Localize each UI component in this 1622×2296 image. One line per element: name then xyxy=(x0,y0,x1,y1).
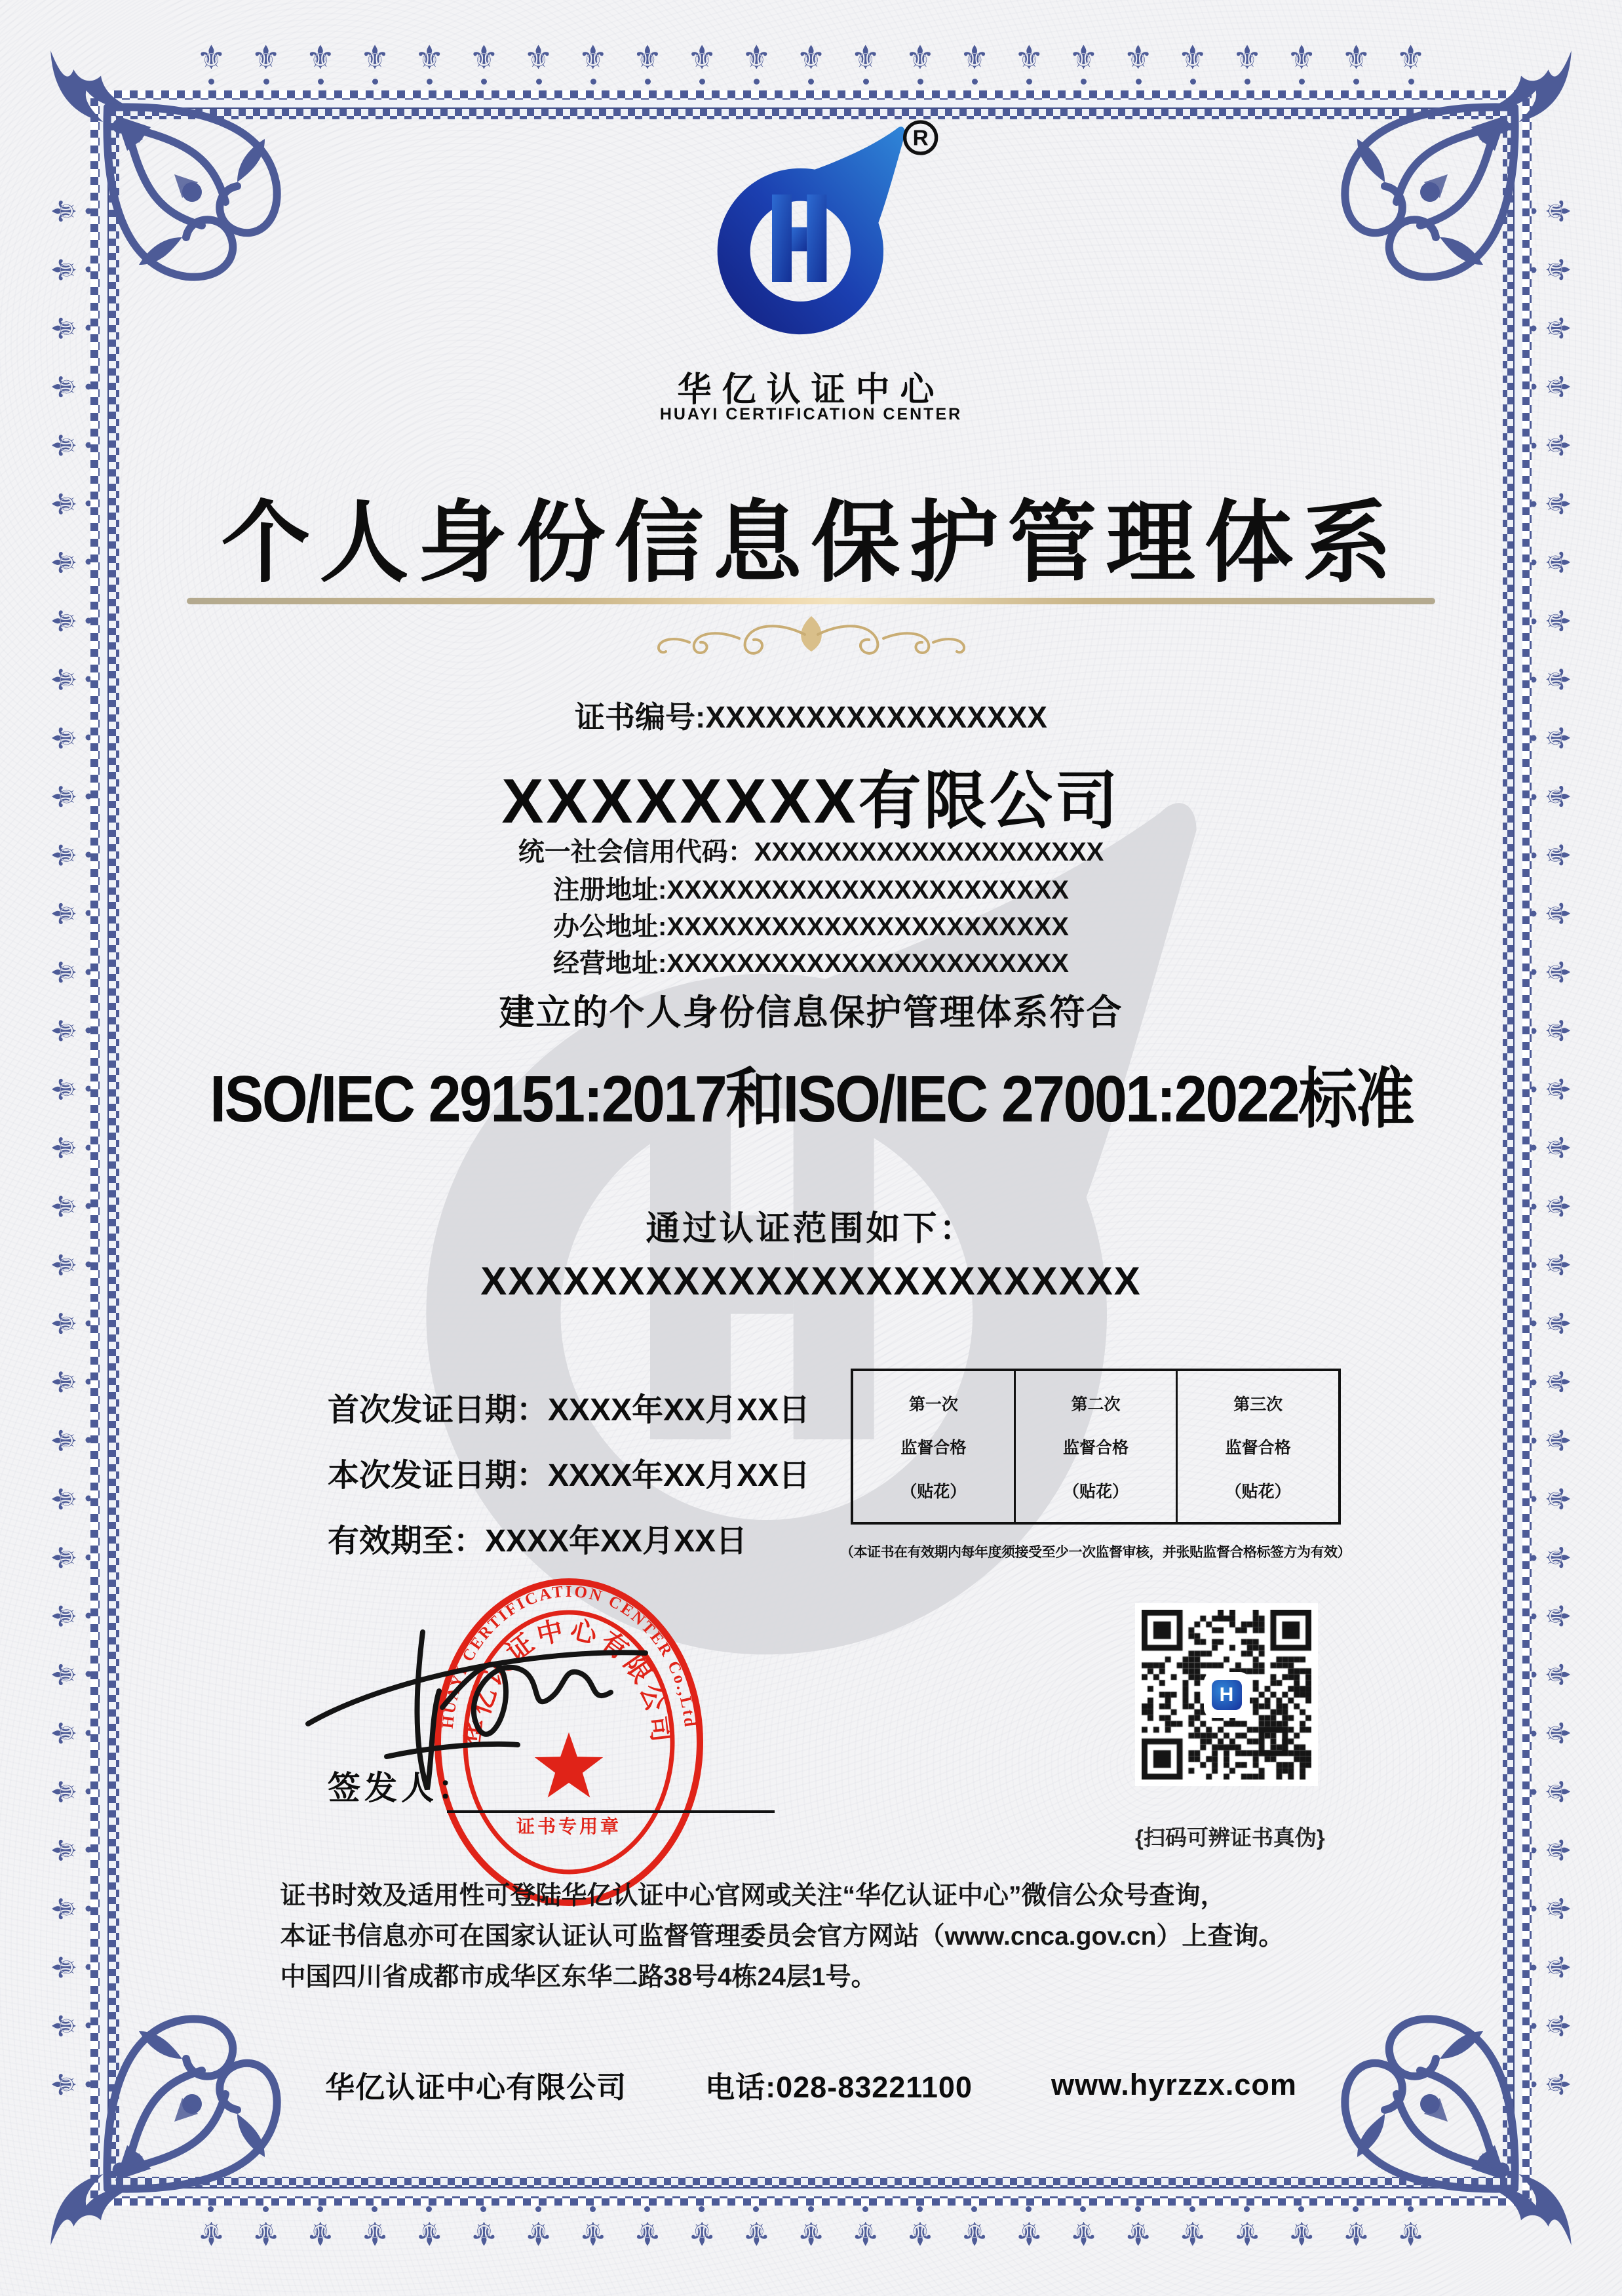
business-address-line xyxy=(553,943,1069,980)
footer-line-2: 本证书信息亦可在国家认证认可监督管理委员会官方网站（www.cnca.gov.cn）上查询。 xyxy=(280,1922,1284,1951)
cert-number-line xyxy=(575,693,1047,737)
first-issue-date-value: XXXX年XX月XX日 xyxy=(548,1393,811,1428)
border-fleur-bottom: ⚜ ⚜ ⚜ ⚜ ⚜ ⚜ ⚜ ⚜ ⚜ ⚜ ⚜ ⚜ ⚜ ⚜ ⚜ ⚜ ⚜ ⚜ ⚜ ⚜ ⚜ ⚜ ⚜ xyxy=(197,2215,1425,2251)
credit-code-label: 统一社会信用代码： xyxy=(518,838,754,866)
cert-number-label: 证书编号: xyxy=(575,700,706,734)
seal-caption: 证书专用章 xyxy=(516,1816,622,1837)
supervision-cell-3: 第三次 监督合格 （贴花） xyxy=(1225,1395,1291,1501)
signature-line xyxy=(447,1810,775,1813)
footer-note xyxy=(280,1876,1342,1998)
company-name: XXXXXXXX有限公司 xyxy=(501,766,1121,836)
registered-address-label: 注册地址: xyxy=(553,876,667,905)
border-fleur-left: ⚜ ⚜ ⚜ ⚜ ⚜ ⚜ ⚜ ⚜ ⚜ ⚜ ⚜ ⚜ ⚜ ⚜ ⚜ ⚜ ⚜ ⚜ ⚜ ⚜ ⚜ ⚜ ⚜ ⚜ ⚜ ⚜ ⚜ ⚜ ⚜ ⚜ ⚜ ⚜ ⚜ xyxy=(46,196,83,2099)
qr-monogram: H xyxy=(1212,1680,1242,1710)
credit-code-value: XXXXXXXXXXXXXXXXXXXX xyxy=(754,838,1104,866)
brand-name-cn: 华亿认证中心 xyxy=(677,371,945,409)
border-fleur-top: ⚜ ⚜ ⚜ ⚜ ⚜ ⚜ ⚜ ⚜ ⚜ ⚜ ⚜ ⚜ ⚜ ⚜ ⚜ ⚜ ⚜ ⚜ ⚜ ⚜ ⚜ ⚜ ⚜ xyxy=(197,39,1425,76)
footer-website: www.hyrzzx.com xyxy=(1051,2067,1297,2101)
valid-until-value: XXXX年XX月XX日 xyxy=(485,1524,748,1559)
valid-until-label: 有效期至： xyxy=(328,1524,486,1559)
seal-inner-text: 华亿认证中心有限公司 xyxy=(461,1615,677,1748)
first-issue-date-row xyxy=(328,1384,810,1430)
issuer-label: 签发人： xyxy=(328,1770,474,1806)
conformity-statement: 建立的个人身份信息保护管理体系符合 xyxy=(499,993,1123,1032)
footer-line-1: 证书时效及适用性可登陆华亿认证中心官网或关注“华亿认证中心”微信公众号查询， xyxy=(280,1882,1226,1910)
registered-mark-icon xyxy=(904,122,936,153)
footer-line-3: 中国四川省成都市成华区东华二路38号4栋24层1号。 xyxy=(280,1963,877,1991)
corner-flourish-icon xyxy=(1326,2000,1522,2196)
office-address-line xyxy=(553,906,1069,943)
credit-code-line xyxy=(518,831,1104,868)
current-issue-date-value: XXXX年XX月XX日 xyxy=(548,1458,811,1493)
standard-line: ISO/IEC 29151:2017和ISO/IEC 27001:2022标准 xyxy=(209,1062,1413,1136)
footer-company: 华亿认证中心有限公司 xyxy=(325,2071,627,2104)
supervision-cell-2: 第二次 监督合格 （贴花） xyxy=(1016,1371,1178,1522)
corner-flourish-icon xyxy=(1326,100,1522,296)
office-address-value: XXXXXXXXXXXXXXXXXXXXXXX xyxy=(666,912,1069,941)
valid-until-row xyxy=(328,1515,747,1561)
seal-outer-text: HUAYI CERTIFICATION CENTER Co.,Ltd xyxy=(438,1582,699,1730)
corner-flourish-icon xyxy=(100,100,296,296)
brand-name-en: HUAYI CERTIFICATION CENTER xyxy=(659,405,963,423)
current-issue-date-label: 本次发证日期： xyxy=(328,1458,549,1493)
business-address-label: 经营地址: xyxy=(553,949,667,978)
qr-code xyxy=(1135,1603,1318,1786)
svg-text:R: R xyxy=(912,126,929,151)
divider-flourish-icon xyxy=(608,608,1014,674)
first-issue-date-label: 首次发证日期： xyxy=(328,1393,549,1428)
border-fleur-right: ⚜ ⚜ ⚜ ⚜ ⚜ ⚜ ⚜ ⚜ ⚜ ⚜ ⚜ ⚜ ⚜ ⚜ ⚜ ⚜ ⚜ ⚜ ⚜ ⚜ ⚜ ⚜ ⚜ ⚜ ⚜ ⚜ ⚜ ⚜ ⚜ ⚜ ⚜ ⚜ ⚜ xyxy=(1539,196,1576,2099)
current-issue-date-row xyxy=(328,1450,810,1495)
qr-center-logo xyxy=(1206,1674,1248,1716)
cert-number-value: XXXXXXXXXXXXXXXXX xyxy=(705,700,1047,734)
qr-caption: {扫码可辨证书真伪} xyxy=(1135,1825,1325,1850)
scope-label: 通过认证范围如下： xyxy=(646,1210,976,1248)
registered-address-line xyxy=(553,869,1069,906)
bottom-bar xyxy=(325,2063,1297,2106)
gold-divider xyxy=(187,598,1435,604)
office-address-label: 办公地址: xyxy=(553,912,667,941)
footer-phone: 电话:028-83221100 xyxy=(705,2071,973,2104)
registered-address-value: XXXXXXXXXXXXXXXXXXXXXXX xyxy=(666,876,1069,905)
certificate-title: 个人身份信息保护管理体系 xyxy=(221,493,1401,593)
scope-value: XXXXXXXXXXXXXXXXXXXXXXXX xyxy=(480,1259,1142,1303)
corner-flourish-icon xyxy=(100,2000,296,2196)
supervision-note: （本证书在有效期内每年度须接受至少一次监督审核，并张贴监督合格标签方为有效） xyxy=(840,1545,1351,1560)
supervision-cell-1: 第一次 监督合格 （贴花） xyxy=(853,1371,1016,1522)
supervision-table xyxy=(851,1369,1341,1525)
business-address-value: XXXXXXXXXXXXXXXXXXXXXXX xyxy=(666,949,1069,978)
brand-logo xyxy=(680,118,942,367)
